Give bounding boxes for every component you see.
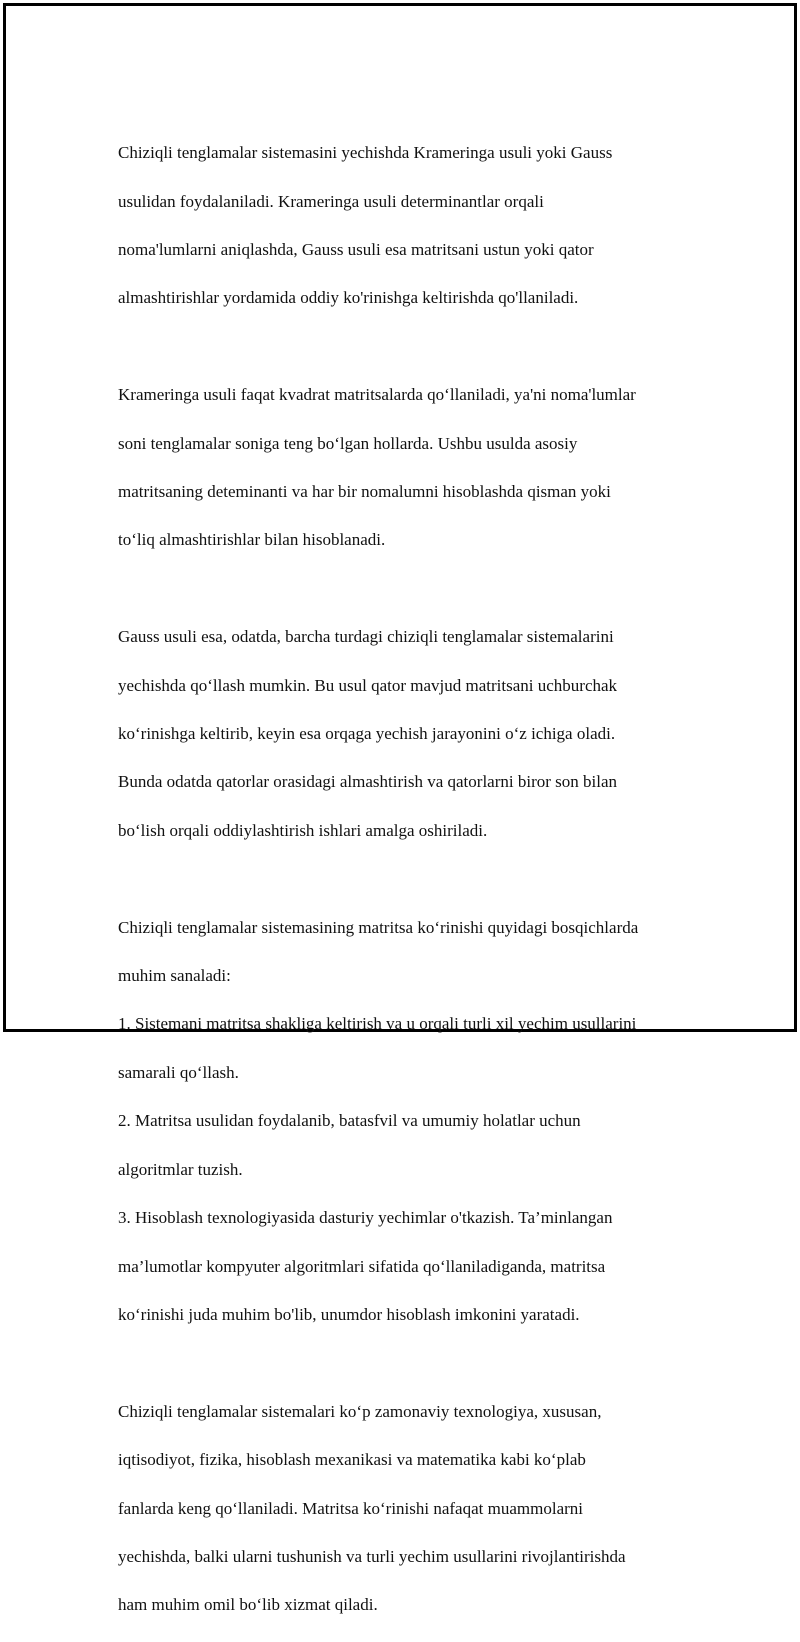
text-line: bo‘lish orqali oddiylashtirish ishlari amalga oshiriladi. — [118, 820, 488, 840]
paragraph-gauss — [118, 601, 690, 867]
text-line: Krameringa usuli faqat kvadrat matritsalarda qo‘llaniladi, ya'ni noma'lumlar — [118, 385, 636, 405]
text-line: ma’lumotlar kompyuter algoritmlari sifatida qo‘llaniladiganda, matritsa — [118, 1256, 606, 1276]
paragraph-cramer — [118, 359, 690, 577]
text-line: ko‘rinishga keltirib, keyin esa orqaga yechish jarayonini o‘z ichiga oladi. — [118, 724, 616, 744]
list-item-1: 1. Sistemani matritsa shakliga keltirish va u orqali turli xil yechim usullarini — [118, 1014, 637, 1034]
text-line: usulidan foydalaniladi. Krameringa usuli determinantlar orqali — [118, 191, 544, 211]
document-body — [118, 117, 690, 1642]
text-line: ko‘rinishi juda muhim bo'lib, unumdor hisoblash imkonini yaratadi. — [118, 1304, 580, 1324]
paragraph-methods-intro — [118, 117, 690, 335]
text-line: to‘liq almashtirishlar bilan hisoblanadi. — [118, 530, 386, 550]
text-line: samarali qo‘llash. — [118, 1062, 239, 1082]
text-line: yechishda qo‘llash mumkin. Bu usul qator mavjud matritsani uchburchak — [118, 675, 618, 695]
text-line: soni tenglamalar soniga teng bo‘lgan hollarda. Ushbu usulda asosiy — [118, 433, 578, 453]
text-line: Chiziqli tenglamalar sistemasining matritsa ko‘rinishi quyidagi bosqichlarda — [118, 917, 639, 937]
paragraph-applications — [118, 1376, 690, 1642]
text-line: Chiziqli tenglamalar sistemalari ko‘p zamonaviy texnologiya, xususan, — [118, 1401, 602, 1421]
text-line: matritsaning deteminanti va har bir nomalumni hisoblashda qisman yoki — [118, 482, 611, 502]
text-line: noma'lumlarni aniqlashda, Gauss usuli esa matritsani ustun yoki qator — [118, 240, 594, 260]
text-line: fanlarda keng qo‘llaniladi. Matritsa ko‘rinishi nafaqat muammolarni — [118, 1498, 583, 1518]
list-item-3: 3. Hisoblash texnologiyasida dasturiy yechimlar o'tkazish. Ta’minlangan — [118, 1208, 613, 1228]
paragraph-matrix-steps — [118, 891, 690, 1351]
list-item-2: 2. Matritsa usulidan foydalanib, batasfvil va umumiy holatlar uchun — [118, 1111, 581, 1131]
text-line: almashtirishlar yordamida oddiy ko'rinishga keltirishda qo'llaniladi. — [118, 288, 579, 308]
text-line: muhim sanaladi: — [118, 966, 231, 986]
text-line: yechishda, balki ularni tushunish va turli yechim usullarini rivojlantirishda — [118, 1546, 626, 1566]
text-line: iqtisodiyot, fizika, hisoblash mexanikasi va matematika kabi ko‘plab — [118, 1450, 586, 1470]
text-line: Bunda odatda qatorlar orasidagi almashtirish va qatorlarni biror son bilan — [118, 772, 618, 792]
text-line: ham muhim omil bo‘lib xizmat qiladi. — [118, 1595, 378, 1615]
text-line: Gauss usuli esa, odatda, barcha turdagi chiziqli tenglamalar sistemalarini — [118, 627, 614, 647]
text-line: Chiziqli tenglamalar sistemasini yechishda Krameringa usuli yoki Gauss — [118, 143, 613, 163]
text-line: algoritmlar tuzish. — [118, 1159, 243, 1179]
